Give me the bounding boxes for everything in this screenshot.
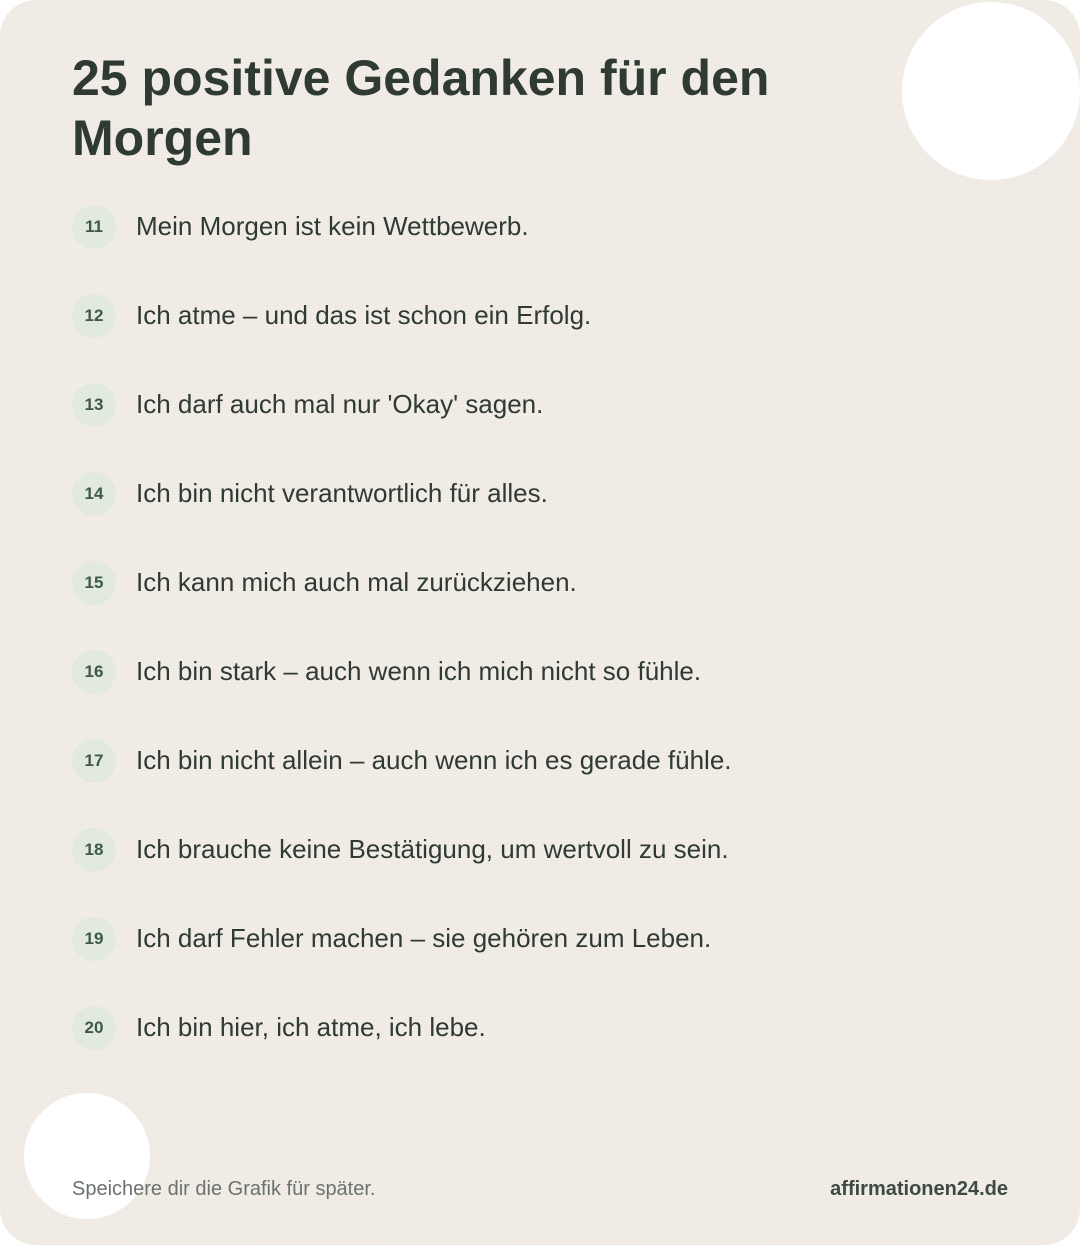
footer-save-note: Speichere dir die Grafik für später. bbox=[72, 1178, 376, 1200]
affirmation-text: Ich bin hier, ich atme, ich lebe. bbox=[136, 1012, 486, 1042]
footer-site-name: affirmationen24.de bbox=[830, 1178, 1008, 1200]
affirmation-text: Ich brauche keine Bestätigung, um wertvoll zu sein. bbox=[136, 834, 729, 864]
list-item bbox=[72, 739, 772, 828]
decorative-circle-top-right bbox=[902, 2, 1080, 180]
affirmation-text: Ich bin nicht verantwortlich für alles. bbox=[136, 478, 548, 508]
number-badge: 13 bbox=[72, 383, 116, 427]
affirmation-text: Mein Morgen ist kein Wettbewerb. bbox=[136, 211, 529, 241]
list-item bbox=[72, 917, 772, 1006]
affirmation-text: Ich bin nicht allein – auch wenn ich es gerade fühle. bbox=[136, 745, 732, 775]
list-item bbox=[72, 205, 772, 294]
number-badge: 11 bbox=[72, 205, 116, 249]
number-badge: 18 bbox=[72, 828, 116, 872]
number-badge: 17 bbox=[72, 739, 116, 783]
list-item bbox=[72, 650, 772, 739]
number-badge: 15 bbox=[72, 561, 116, 605]
number-badge: 16 bbox=[72, 650, 116, 694]
list-item bbox=[72, 472, 772, 561]
affirmation-text: Ich kann mich auch mal zurückziehen. bbox=[136, 567, 577, 597]
affirmation-list bbox=[72, 205, 772, 1095]
affirmation-text: Ich darf auch mal nur 'Okay' sagen. bbox=[136, 389, 544, 419]
number-badge: 12 bbox=[72, 294, 116, 338]
number-badge: 20 bbox=[72, 1006, 116, 1050]
list-item bbox=[72, 1006, 772, 1095]
list-item bbox=[72, 383, 772, 472]
affirmation-text: Ich darf Fehler machen – sie gehören zum Leben. bbox=[136, 923, 712, 953]
number-badge: 14 bbox=[72, 472, 116, 516]
list-item bbox=[72, 828, 772, 917]
number-badge: 19 bbox=[72, 917, 116, 961]
list-item bbox=[72, 294, 772, 383]
list-item bbox=[72, 561, 772, 650]
page-title: 25 positive Gedanken für den Morgen bbox=[72, 50, 770, 166]
affirmation-text: Ich bin stark – auch wenn ich mich nicht so fühle. bbox=[136, 656, 702, 686]
affirmation-text: Ich atme – und das ist schon ein Erfolg. bbox=[136, 300, 592, 330]
